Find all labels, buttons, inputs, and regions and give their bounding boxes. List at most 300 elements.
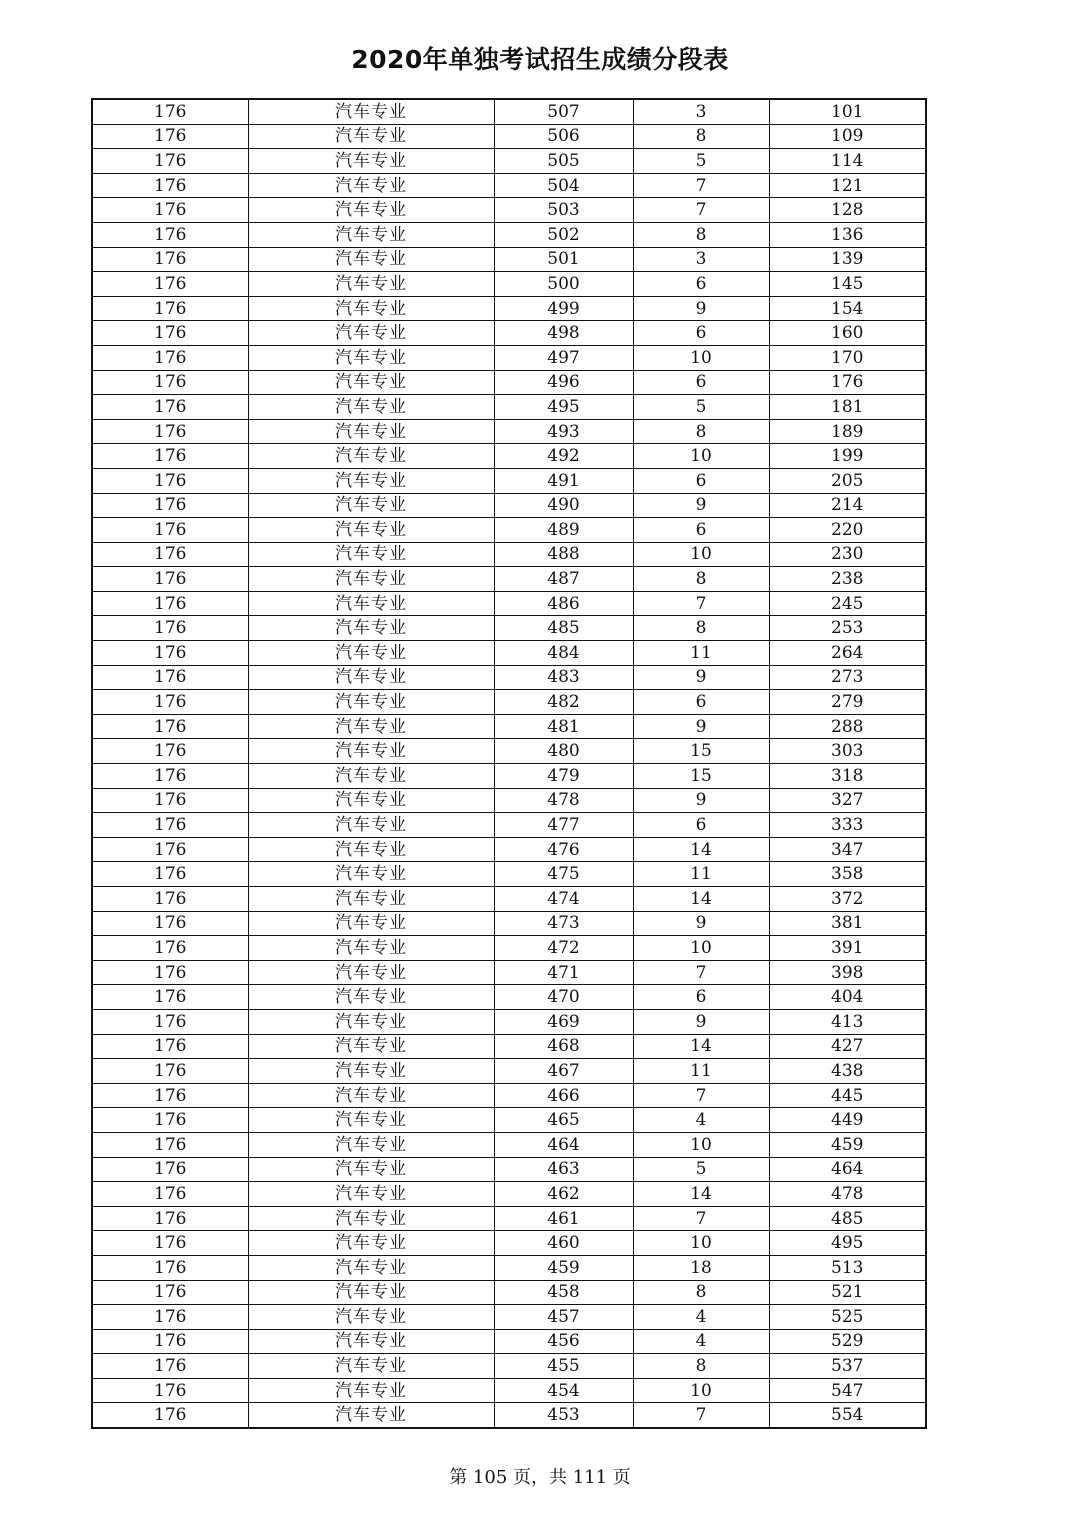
code-cell: 176 [92,370,248,395]
score-cell: 476 [494,837,633,862]
code-cell: 176 [92,1132,248,1157]
table-row [92,542,926,567]
score-cell: 455 [494,1354,633,1379]
cumulative-cell: 199 [769,444,926,469]
code-cell: 176 [92,1206,248,1231]
major-cell: 汽车专业 [248,124,494,149]
count-cell: 7 [633,198,769,223]
major-cell: 汽车专业 [248,788,494,813]
table-row [92,862,926,887]
count-cell: 14 [633,1182,769,1207]
count-cell: 9 [633,911,769,936]
score-cell: 466 [494,1083,633,1108]
major-cell: 汽车专业 [248,1157,494,1182]
score-cell: 492 [494,444,633,469]
count-cell: 11 [633,862,769,887]
cumulative-cell: 253 [769,616,926,641]
code-cell: 176 [92,222,248,247]
major-cell: 汽车专业 [248,739,494,764]
code-cell: 176 [92,616,248,641]
code-cell: 176 [92,1255,248,1280]
cumulative-cell: 438 [769,1059,926,1084]
score-cell: 487 [494,567,633,592]
code-cell: 176 [92,542,248,567]
count-cell: 9 [633,296,769,321]
score-cell: 499 [494,296,633,321]
code-cell: 176 [92,1157,248,1182]
score-cell: 477 [494,813,633,838]
score-cell: 472 [494,936,633,961]
count-cell: 8 [633,616,769,641]
major-cell: 汽车专业 [248,1231,494,1256]
code-cell: 176 [92,149,248,174]
score-cell: 501 [494,247,633,272]
code-cell: 176 [92,1182,248,1207]
code-cell: 176 [92,1059,248,1084]
count-cell: 4 [633,1108,769,1133]
table-row [92,1378,926,1403]
page-title: 2020年单独考试招生成绩分段表 [351,45,729,74]
code-cell: 176 [92,1009,248,1034]
major-cell: 汽车专业 [248,222,494,247]
major-cell: 汽车专业 [248,419,494,444]
code-cell: 176 [92,198,248,223]
major-cell: 汽车专业 [248,296,494,321]
table-row [92,1354,926,1379]
table-row [92,837,926,862]
code-cell: 176 [92,1329,248,1354]
count-cell: 6 [633,985,769,1010]
count-cell: 8 [633,419,769,444]
table-row [92,493,926,518]
count-cell: 10 [633,1132,769,1157]
table-row [92,764,926,789]
cumulative-cell: 121 [769,173,926,198]
major-cell: 汽车专业 [248,247,494,272]
score-cell: 456 [494,1329,633,1354]
code-cell: 176 [92,272,248,297]
score-cell: 481 [494,714,633,739]
cumulative-cell: 495 [769,1231,926,1256]
code-cell: 176 [92,296,248,321]
major-cell: 汽车专业 [248,542,494,567]
major-cell: 汽车专业 [248,1182,494,1207]
score-cell: 463 [494,1157,633,1182]
major-cell: 汽车专业 [248,1280,494,1305]
table-row [92,936,926,961]
major-cell: 汽车专业 [248,862,494,887]
count-cell: 5 [633,149,769,174]
code-cell: 176 [92,1280,248,1305]
code-cell: 176 [92,985,248,1010]
major-cell: 汽车专业 [248,813,494,838]
score-cell: 453 [494,1403,633,1428]
cumulative-cell: 413 [769,1009,926,1034]
score-cell: 504 [494,173,633,198]
table-row [92,985,926,1010]
code-cell: 176 [92,345,248,370]
code-cell: 176 [92,739,248,764]
score-cell: 478 [494,788,633,813]
cumulative-cell: 318 [769,764,926,789]
table-row [92,518,926,543]
score-cell: 495 [494,395,633,420]
major-cell: 汽车专业 [248,444,494,469]
score-cell: 483 [494,665,633,690]
table-row [92,1059,926,1084]
table-row [92,813,926,838]
score-cell: 496 [494,370,633,395]
major-cell: 汽车专业 [248,99,494,124]
code-cell: 176 [92,444,248,469]
table-row [92,468,926,493]
count-cell: 7 [633,1403,769,1428]
table-row [92,887,926,912]
major-cell: 汽车专业 [248,321,494,346]
count-cell: 8 [633,222,769,247]
score-cell: 497 [494,345,633,370]
score-cell: 475 [494,862,633,887]
code-cell: 176 [92,960,248,985]
code-cell: 176 [92,837,248,862]
count-cell: 6 [633,370,769,395]
cumulative-cell: 205 [769,468,926,493]
code-cell: 176 [92,247,248,272]
score-cell: 460 [494,1231,633,1256]
cumulative-cell: 554 [769,1403,926,1428]
major-cell: 汽车专业 [248,591,494,616]
cumulative-cell: 273 [769,665,926,690]
table-row [92,1157,926,1182]
code-cell: 176 [92,1034,248,1059]
cumulative-cell: 154 [769,296,926,321]
count-cell: 15 [633,764,769,789]
count-cell: 14 [633,1034,769,1059]
score-cell: 493 [494,419,633,444]
cumulative-cell: 279 [769,690,926,715]
count-cell: 4 [633,1329,769,1354]
major-cell: 汽车专业 [248,665,494,690]
count-cell: 3 [633,99,769,124]
table-row [92,395,926,420]
score-cell: 457 [494,1305,633,1330]
cumulative-cell: 114 [769,149,926,174]
count-cell: 7 [633,591,769,616]
table-row [92,567,926,592]
major-cell: 汽车专业 [248,370,494,395]
table-row [92,149,926,174]
score-cell: 464 [494,1132,633,1157]
score-cell: 468 [494,1034,633,1059]
code-cell: 176 [92,714,248,739]
score-cell: 473 [494,911,633,936]
major-cell: 汽车专业 [248,1132,494,1157]
score-cell: 458 [494,1280,633,1305]
table-row [92,296,926,321]
code-cell: 176 [92,99,248,124]
major-cell: 汽车专业 [248,887,494,912]
cumulative-cell: 464 [769,1157,926,1182]
cumulative-cell: 230 [769,542,926,567]
count-cell: 3 [633,247,769,272]
count-cell: 6 [633,690,769,715]
major-cell: 汽车专业 [248,616,494,641]
score-cell: 471 [494,960,633,985]
major-cell: 汽车专业 [248,567,494,592]
major-cell: 汽车专业 [248,1305,494,1330]
major-cell: 汽车专业 [248,518,494,543]
count-cell: 9 [633,665,769,690]
cumulative-cell: 136 [769,222,926,247]
code-cell: 176 [92,173,248,198]
major-cell: 汽车专业 [248,1378,494,1403]
table-row [92,222,926,247]
count-cell: 7 [633,960,769,985]
table-row [92,419,926,444]
major-cell: 汽车专业 [248,690,494,715]
count-cell: 5 [633,1157,769,1182]
major-cell: 汽车专业 [248,1009,494,1034]
major-cell: 汽车专业 [248,936,494,961]
score-cell: 485 [494,616,633,641]
table-row [92,1403,926,1428]
cumulative-cell: 381 [769,911,926,936]
table-row [92,665,926,690]
table-row [92,1206,926,1231]
count-cell: 6 [633,321,769,346]
cumulative-cell: 358 [769,862,926,887]
cumulative-cell: 333 [769,813,926,838]
cumulative-cell: 427 [769,1034,926,1059]
score-cell: 467 [494,1059,633,1084]
table-row [92,641,926,666]
score-cell: 484 [494,641,633,666]
major-cell: 汽车专业 [248,468,494,493]
code-cell: 176 [92,493,248,518]
major-cell: 汽车专业 [248,493,494,518]
count-cell: 5 [633,395,769,420]
code-cell: 176 [92,690,248,715]
code-cell: 176 [92,911,248,936]
table-row [92,1231,926,1256]
score-cell: 500 [494,272,633,297]
score-cell: 482 [494,690,633,715]
score-cell: 507 [494,99,633,124]
major-cell: 汽车专业 [248,1329,494,1354]
table-row [92,1305,926,1330]
count-cell: 10 [633,1378,769,1403]
cumulative-cell: 521 [769,1280,926,1305]
cumulative-cell: 398 [769,960,926,985]
count-cell: 7 [633,173,769,198]
count-cell: 6 [633,813,769,838]
count-cell: 10 [633,542,769,567]
table-row [92,1182,926,1207]
major-cell: 汽车专业 [248,764,494,789]
code-cell: 176 [92,567,248,592]
count-cell: 7 [633,1206,769,1231]
code-cell: 176 [92,1378,248,1403]
table-row [92,714,926,739]
major-cell: 汽车专业 [248,173,494,198]
count-cell: 8 [633,1354,769,1379]
table-row [92,690,926,715]
score-cell: 465 [494,1108,633,1133]
cumulative-cell: 459 [769,1132,926,1157]
cumulative-cell: 181 [769,395,926,420]
code-cell: 176 [92,518,248,543]
count-cell: 6 [633,272,769,297]
major-cell: 汽车专业 [248,272,494,297]
major-cell: 汽车专业 [248,837,494,862]
table-row [92,911,926,936]
count-cell: 8 [633,567,769,592]
cumulative-cell: 485 [769,1206,926,1231]
score-cell: 459 [494,1255,633,1280]
table-row [92,370,926,395]
cumulative-cell: 139 [769,247,926,272]
count-cell: 10 [633,1231,769,1256]
cumulative-cell: 445 [769,1083,926,1108]
count-cell: 11 [633,1059,769,1084]
table-row [92,1083,926,1108]
table-row [92,616,926,641]
major-cell: 汽车专业 [248,1108,494,1133]
table-row [92,591,926,616]
cumulative-cell: 238 [769,567,926,592]
score-cell: 498 [494,321,633,346]
cumulative-cell: 513 [769,1255,926,1280]
cumulative-cell: 372 [769,887,926,912]
score-cell: 479 [494,764,633,789]
cumulative-cell: 101 [769,99,926,124]
count-cell: 10 [633,345,769,370]
code-cell: 176 [92,1231,248,1256]
score-cell: 454 [494,1378,633,1403]
code-cell: 176 [92,1305,248,1330]
count-cell: 18 [633,1255,769,1280]
code-cell: 176 [92,1083,248,1108]
major-cell: 汽车专业 [248,1255,494,1280]
table-row [92,739,926,764]
major-cell: 汽车专业 [248,149,494,174]
score-cell: 488 [494,542,633,567]
count-cell: 9 [633,493,769,518]
table-row [92,1132,926,1157]
code-cell: 176 [92,1108,248,1133]
count-cell: 10 [633,444,769,469]
count-cell: 14 [633,887,769,912]
table-row [92,1255,926,1280]
cumulative-cell: 537 [769,1354,926,1379]
table-row [92,173,926,198]
count-cell: 7 [633,1083,769,1108]
table-row [92,1034,926,1059]
cumulative-cell: 347 [769,837,926,862]
cumulative-cell: 214 [769,493,926,518]
count-cell: 15 [633,739,769,764]
table-row [92,960,926,985]
code-cell: 176 [92,862,248,887]
cumulative-cell: 145 [769,272,926,297]
major-cell: 汽车专业 [248,641,494,666]
table-row [92,247,926,272]
table-row [92,1280,926,1305]
count-cell: 9 [633,714,769,739]
table-row [92,99,926,124]
major-cell: 汽车专业 [248,1059,494,1084]
code-cell: 176 [92,788,248,813]
page-footer: 第 105 页，共 111 页 [449,1467,631,1488]
code-cell: 176 [92,124,248,149]
cumulative-cell: 449 [769,1108,926,1133]
code-cell: 176 [92,419,248,444]
score-table [91,98,927,1429]
score-cell: 462 [494,1182,633,1207]
cumulative-cell: 288 [769,714,926,739]
score-cell: 461 [494,1206,633,1231]
code-cell: 176 [92,813,248,838]
cumulative-cell: 529 [769,1329,926,1354]
table-row [92,198,926,223]
major-cell: 汽车专业 [248,1083,494,1108]
table-row [92,345,926,370]
major-cell: 汽车专业 [248,960,494,985]
code-cell: 176 [92,887,248,912]
count-cell: 11 [633,641,769,666]
score-table-body [92,99,926,1428]
score-cell: 469 [494,1009,633,1034]
code-cell: 176 [92,468,248,493]
major-cell: 汽车专业 [248,1206,494,1231]
count-cell: 8 [633,124,769,149]
table-row [92,1009,926,1034]
cumulative-cell: 176 [769,370,926,395]
score-cell: 490 [494,493,633,518]
score-cell: 506 [494,124,633,149]
table-row [92,321,926,346]
count-cell: 14 [633,837,769,862]
table-row [92,788,926,813]
score-cell: 503 [494,198,633,223]
cumulative-cell: 264 [769,641,926,666]
major-cell: 汽车专业 [248,395,494,420]
count-cell: 6 [633,518,769,543]
count-cell: 9 [633,788,769,813]
score-cell: 502 [494,222,633,247]
major-cell: 汽车专业 [248,1403,494,1428]
table-row [92,272,926,297]
code-cell: 176 [92,1354,248,1379]
major-cell: 汽车专业 [248,985,494,1010]
cumulative-cell: 404 [769,985,926,1010]
cumulative-cell: 109 [769,124,926,149]
count-cell: 8 [633,1280,769,1305]
count-cell: 10 [633,936,769,961]
code-cell: 176 [92,764,248,789]
code-cell: 176 [92,936,248,961]
major-cell: 汽车专业 [248,198,494,223]
score-cell: 480 [494,739,633,764]
cumulative-cell: 547 [769,1378,926,1403]
major-cell: 汽车专业 [248,1034,494,1059]
cumulative-cell: 525 [769,1305,926,1330]
code-cell: 176 [92,591,248,616]
cumulative-cell: 128 [769,198,926,223]
cumulative-cell: 478 [769,1182,926,1207]
score-cell: 486 [494,591,633,616]
table-row [92,1108,926,1133]
